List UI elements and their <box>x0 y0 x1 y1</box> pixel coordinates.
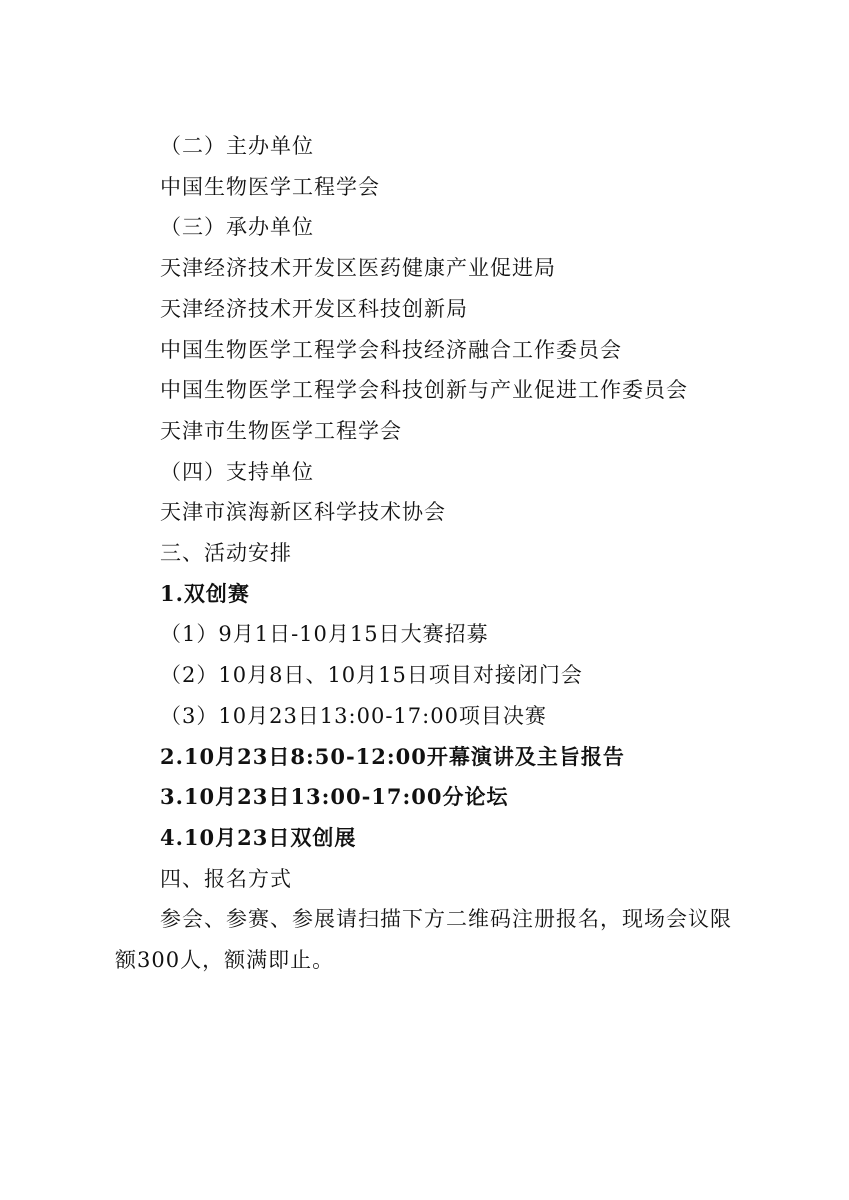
schedule-sub-item: （3）10月23日13:00-17:00项目决赛 <box>160 704 547 728</box>
schedule-item-heading: 4.10月23日双创展 <box>160 825 357 850</box>
registration-paragraph-line: 参会、参赛、参展请扫描下方二维码注册报名，现场会议限 <box>160 907 732 931</box>
host-item: 天津经济技术开发区科技创新局 <box>160 297 468 321</box>
section-heading-support: （四）支持单位 <box>160 460 314 484</box>
section-heading-host: （三）承办单位 <box>160 215 314 239</box>
organizer-item: 中国生物医学工程学会 <box>160 175 380 199</box>
host-item: 中国生物医学工程学会科技创新与产业促进工作委员会 <box>160 378 688 402</box>
schedule-item-heading: 1.双创赛 <box>160 581 250 606</box>
section-heading-registration: 四、报名方式 <box>160 867 292 891</box>
host-item: 中国生物医学工程学会科技经济融合工作委员会 <box>160 338 622 362</box>
section-heading-organizer: （二）主办单位 <box>160 134 314 158</box>
registration-paragraph-line: 额300人，额满即止。 <box>115 948 335 972</box>
support-item: 天津市滨海新区科学技术协会 <box>160 500 446 524</box>
section-heading-schedule: 三、活动安排 <box>160 541 292 565</box>
host-item: 天津经济技术开发区医药健康产业促进局 <box>160 256 556 280</box>
schedule-item-heading: 3.10月23日13:00-17:00分论坛 <box>160 784 509 809</box>
schedule-sub-item: （1）9月1日-10月15日大赛招募 <box>160 622 489 646</box>
schedule-sub-item: （2）10月8日、10月15日项目对接闭门会 <box>160 663 583 687</box>
host-item: 天津市生物医学工程学会 <box>160 419 402 443</box>
schedule-item-heading: 2.10月23日8:50-12:00开幕演讲及主旨报告 <box>160 744 625 769</box>
